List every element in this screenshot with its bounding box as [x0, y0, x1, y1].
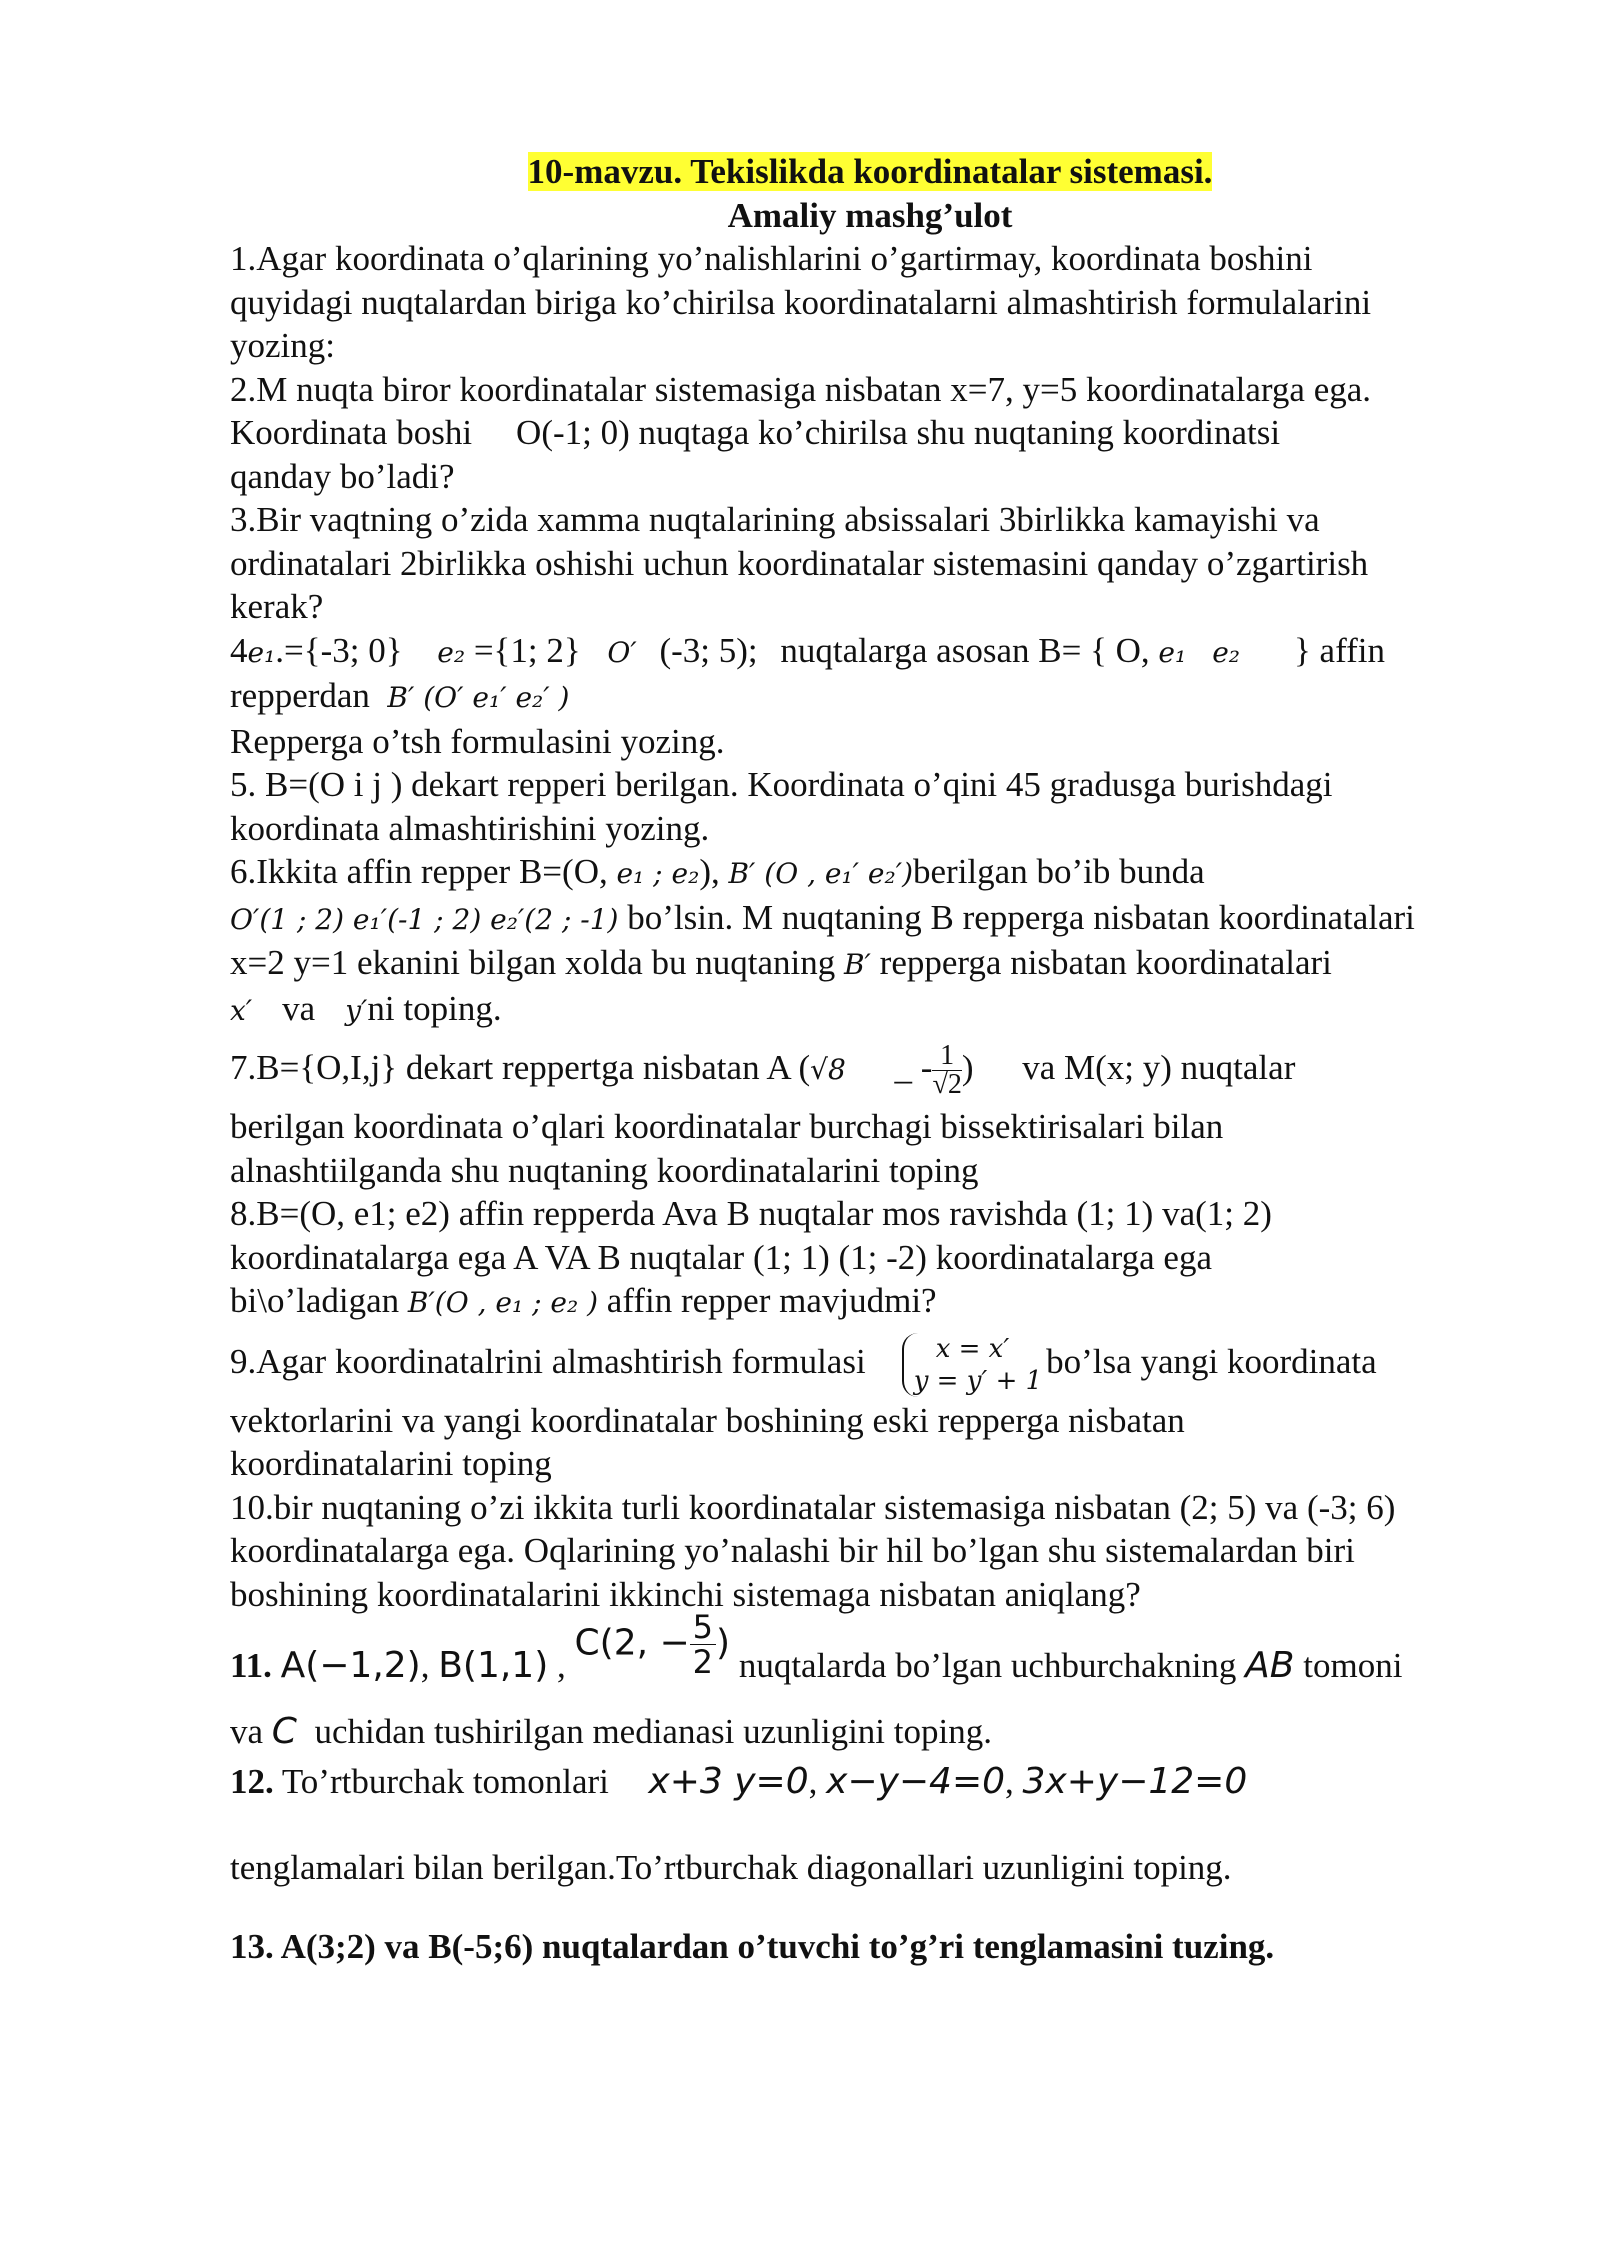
problem-3-line: 3.Bir vaqtning o’zida xamma nuqtalarining absissalari 3birlikka kamayishi va: [230, 500, 1320, 539]
text: 6.Ikkita affin repper B=(O,: [230, 852, 608, 891]
fraction: [932, 1042, 961, 1099]
text: bi\o’ladigan: [230, 1281, 400, 1321]
problem-3-line: ordinatalari 2birlikka oshishi uchun koordinatalar sistemasini qanday o’zgartirish: [230, 543, 1369, 583]
problem-1-line: 1.Agar koordinata o’qlarining yo’nalishlarini o’gartirmay, koordinata boshini: [230, 239, 1313, 278]
problem-9-line: [230, 1325, 1510, 1399]
problem-number: 11.: [230, 1646, 272, 1686]
equation: 3x+y−12=0: [1022, 1760, 1248, 1802]
math: y′: [345, 993, 368, 1027]
text: bo’lsin. M nuqtaning B repperga nisbatan koordinatalari: [627, 897, 1415, 937]
problem-4: [230, 629, 1510, 764]
math: ): [716, 1622, 731, 1664]
math: e₁: [247, 635, 276, 669]
equation-system: [902, 1333, 1046, 1397]
text: nuqtalarga asosan B= { O,: [780, 630, 1150, 670]
text: affin repper mavjudmi?: [606, 1281, 937, 1321]
text: va: [230, 1712, 264, 1752]
math: B′: [843, 948, 871, 981]
text: 7.B={O,I,j} dekart reppertga nisbatan A (: [230, 1048, 811, 1087]
problem-13: 13. A(3;2) va B(-5;6) nuqtalardan o’tuvchi to’g’ri tenglamasini tuzing.: [230, 1927, 1275, 1967]
text: ni toping.: [367, 988, 502, 1028]
problem-8-line: koordinatalarga ega A VA B nuqtalar (1; 1) (1; -2) koordinatalarga ega: [230, 1237, 1212, 1277]
spacer: [230, 1889, 1510, 1925]
math-point-c: [574, 1608, 731, 1682]
math: e₂: [437, 635, 466, 669]
equation: x+3 y=0: [648, 1760, 809, 1802]
problem-6-line: [230, 941, 1510, 987]
problem-7-line: berilgan koordinata o’qlari koordinatalar burchagi bissektirisalari bilan: [230, 1107, 1224, 1147]
math: √8: [810, 1053, 846, 1086]
title-line: [230, 150, 1510, 194]
problem-7-line: [230, 1040, 1510, 1099]
problem-5: [230, 763, 1510, 850]
spacer: [230, 1810, 1510, 1846]
text: berilgan bo’ib bunda: [913, 852, 1205, 891]
text: va: [282, 988, 316, 1028]
problem-2-line: 2.M nuqta biror koordinatalar sistemasiga nisbatan x=7, y=5 koordinatalarga ega.: [230, 369, 1372, 409]
problem-5-line: koordinata almashtirishini yozing.: [230, 808, 710, 848]
problem-7: [230, 1040, 1510, 1192]
equation: x = x′: [935, 1333, 1010, 1364]
denominator: √2: [932, 1069, 962, 1101]
problem-5-line: 5. B=(O i j ) dekart repperi berilgan. Koordinata o’qini 45 gradusga burishdagi: [230, 765, 1333, 804]
problem-2-line: qanday bo’ladi?: [230, 456, 455, 496]
math: AB: [1245, 1645, 1295, 1687]
document-page: [230, 150, 1510, 1969]
text: ),: [699, 852, 720, 891]
math: B′ (O , e₁′ e₂′): [728, 857, 914, 890]
problem-10-line: boshining koordinatalarini ikkinchi sistemaga nisbatan aniqlang?: [230, 1574, 1141, 1614]
problem-8-line: [230, 1279, 1510, 1325]
math: x′: [230, 993, 253, 1027]
text: repperdan: [230, 676, 370, 715]
text: } affin: [1294, 630, 1385, 670]
text: 4: [230, 630, 248, 670]
problem-3: [230, 498, 1510, 629]
text: ,: [1005, 1761, 1014, 1801]
math: B′(O , e₁ ; e₂ ): [407, 1286, 599, 1320]
text: va M(x; y) nuqtalar: [1022, 1048, 1296, 1087]
text: O(-1; 0) nuqtaga ko’chirilsa shu nuqtaning koordinatsi: [516, 413, 1281, 452]
fraction: [690, 1608, 716, 1682]
equation: x−y−4=0: [826, 1760, 1006, 1802]
text: ): [961, 1048, 974, 1087]
problem-1-line: quyidagi nuqtalardan biriga ko’chirilsa koordinatalarni almashtirish formulalarini: [230, 282, 1372, 322]
problem-6-line: [230, 896, 1510, 942]
text: (-3; 5);: [659, 630, 758, 670]
math: e₁: [1158, 635, 1187, 669]
problem-number: 12.: [230, 1761, 274, 1801]
equation: y = y′ + 1: [913, 1365, 1043, 1396]
problem-4-line: [230, 674, 1510, 720]
page-title: 10-mavzu. Tekislikda koordinatalar sistemasi.: [527, 152, 1213, 191]
math: A(−1,2): [280, 1645, 421, 1687]
numerator: 1: [932, 1042, 961, 1071]
problem-6: [230, 850, 1510, 1032]
text: Koordinata boshi: [230, 413, 473, 452]
problem-8: [230, 1192, 1510, 1325]
problem-12-line: tenglamalari bilan berilgan.To’rtburchak diagonallari uzunligini toping.: [230, 1847, 1232, 1887]
problem-4-line: Repperga o’tsh formulasini yozing.: [230, 721, 725, 761]
math: e₁ ; e₂: [616, 857, 700, 890]
problem-9-line: vektorlarini va yangi koordinatalar boshining eski repperga nisbatan: [230, 1400, 1185, 1440]
text: 9.Agar koordinatalrini almashtirish formulasi: [230, 1341, 866, 1381]
problem-9: [230, 1325, 1510, 1486]
text: To’rtburchak tomonlari: [281, 1761, 609, 1801]
problem-12-line: [230, 1754, 1510, 1810]
problem-6-line: [230, 987, 1510, 1033]
text: ={1; 2}: [473, 630, 581, 670]
problem-10-line: koordinatalarga ega. Oqlarining yo’nalashi bir hil bo’lgan shu sistemalardan biri: [230, 1531, 1355, 1571]
problem-1: [230, 237, 1510, 368]
numerator: 5: [690, 1610, 716, 1645]
text: .={-3; 0}: [275, 630, 403, 670]
problem-11-line: [230, 1710, 1510, 1754]
subtitle: Amaliy mashg’ulot: [727, 195, 1013, 235]
problem-10-line: 10.bir nuqtaning o’zi ikkita turli koordinatalar sistemasiga nisbatan (2; 5) va (-3; 6): [230, 1487, 1396, 1527]
problem-4-line: [230, 629, 1510, 675]
text: repperga nisbatan koordinatalari: [879, 943, 1332, 982]
text: tomoni: [1303, 1646, 1403, 1686]
math: B(1,1): [438, 1645, 549, 1687]
problem-11: [230, 1608, 1510, 1754]
problem-3-line: kerak?: [230, 587, 324, 626]
text: ,: [808, 1761, 818, 1801]
problem-2-line: [230, 411, 1510, 455]
math: C: [271, 1711, 297, 1753]
problem-6-line: [230, 850, 1510, 896]
math: C(2, −: [574, 1622, 690, 1664]
math: O′(1 ; 2) e₁′(-1 ; 2) e₂′(2 ; -1): [230, 902, 619, 936]
problem-11-line: [230, 1608, 1510, 1710]
text: x=2 y=1 ekanini bilgan xolda bu nuqtaning: [230, 943, 836, 982]
math: B′ (O′ e₁′ e₂′ ): [387, 681, 570, 714]
denominator: 2: [692, 1643, 714, 1682]
problem-10: [230, 1486, 1510, 1617]
text: bo’lsa yangi koordinata: [1046, 1341, 1377, 1381]
text: nuqtalarda bo’lgan uchburchakning: [738, 1646, 1237, 1686]
problem-12: [230, 1754, 1510, 1890]
text: ,: [420, 1646, 430, 1686]
math: O′: [607, 635, 637, 669]
text: _ -: [894, 1048, 933, 1087]
problem-2: [230, 368, 1510, 499]
math: e₂: [1212, 635, 1240, 669]
text: ,: [557, 1646, 566, 1686]
problem-9-line: koordinatalarini toping: [230, 1444, 552, 1484]
problem-8-line: 8.B=(O, e1; e2) affin repperda Ava B nuqtalar mos ravishda (1; 1) va(1; 2): [230, 1194, 1272, 1234]
problem-7-line: alnashtiilganda shu nuqtaning koordinatalarini toping: [230, 1150, 979, 1190]
problem-1-line: yozing:: [230, 326, 335, 365]
text: uchidan tushirilgan medianasi uzunligini toping.: [314, 1712, 992, 1752]
